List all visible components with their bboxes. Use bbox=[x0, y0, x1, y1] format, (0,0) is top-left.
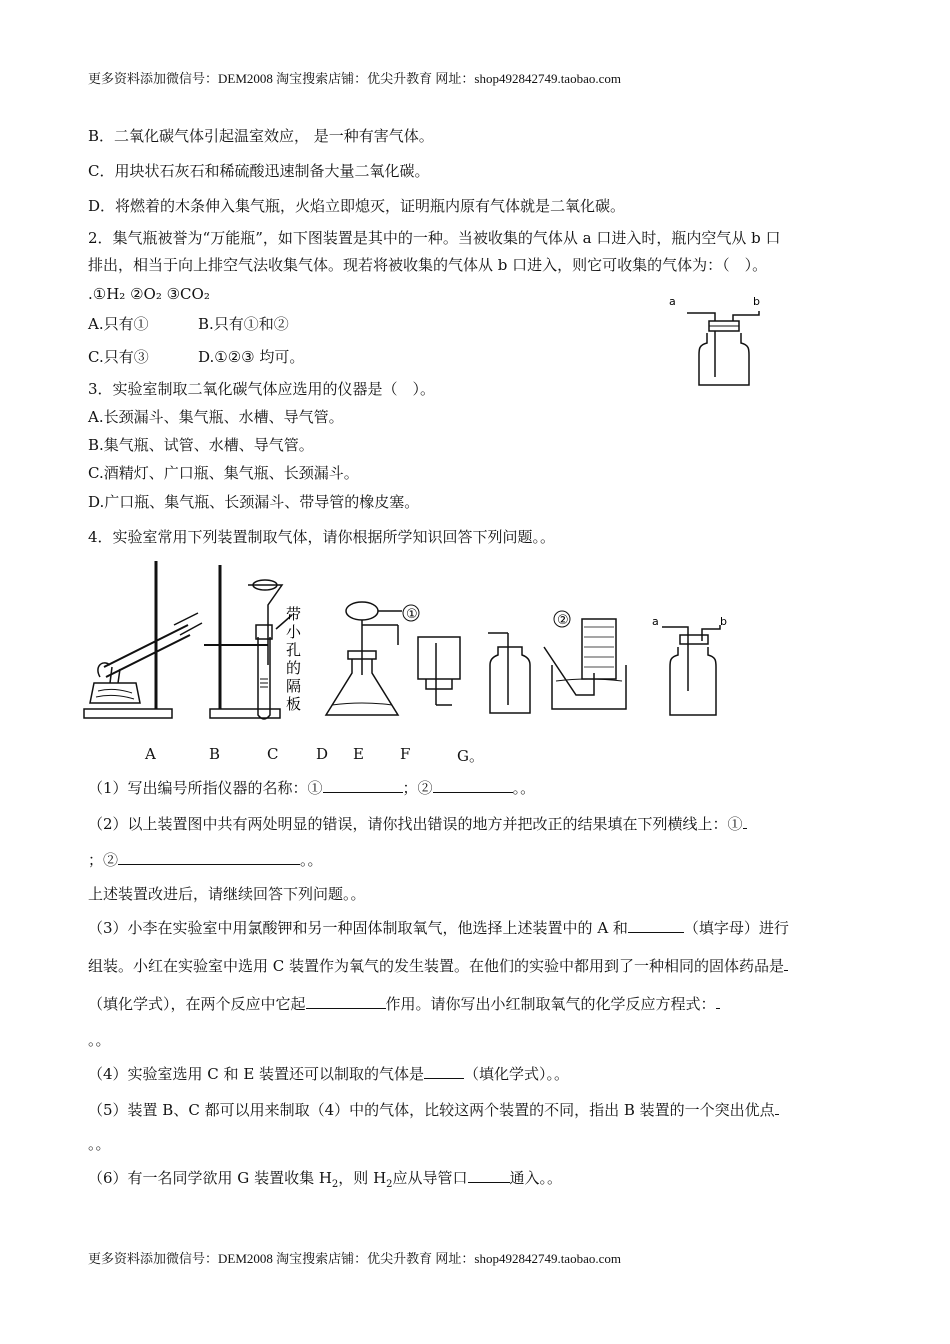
q4-part5-text: （5）装置 B、C 都可以用来制取（4）中的气体，比较这两个装置的不同，指出 B 装置的一个突出优点 bbox=[88, 1101, 775, 1119]
q4-part2b bbox=[88, 850, 323, 870]
q4-part3a bbox=[88, 918, 789, 938]
apparatus-b bbox=[204, 565, 292, 719]
q2-option-c: C.只有③ bbox=[88, 348, 149, 366]
q3-option-d: D.广口瓶、集气瓶、长颈漏斗、带导管的橡皮塞。 bbox=[88, 493, 420, 511]
q4-part6-c: 应从导管口 bbox=[392, 1169, 468, 1187]
q4-part6-b: ，则 H bbox=[338, 1169, 387, 1187]
q2-gas-bottle-figure bbox=[665, 295, 775, 390]
q4-part2 bbox=[88, 814, 747, 834]
q4-intro: 上述装置改进后，请继续回答下列问题。。 bbox=[88, 885, 366, 903]
q3-option-c: C.酒精灯、广口瓶、集气瓶、长颈漏斗。 bbox=[88, 464, 359, 482]
q4-fig-label-b: b bbox=[720, 615, 727, 628]
q4-part1 bbox=[88, 778, 535, 798]
q4-fig-side-label-3: 的 bbox=[286, 659, 302, 677]
q4-part5b: 。。 bbox=[88, 1135, 111, 1153]
apparatus-g bbox=[662, 625, 720, 715]
q4-part6 bbox=[88, 1168, 562, 1195]
q4-fig-circle-1: ① bbox=[406, 607, 418, 622]
q4-part3a-text: （3）小李在实验室中用氯酸钾和另一种固体制取氧气，他选择上述装置中的 A 和 bbox=[88, 919, 628, 937]
answer-blank-11[interactable] bbox=[468, 1168, 510, 1183]
apparatus-d bbox=[418, 637, 460, 705]
q4-part3c-text: （填化学式），在两个反应中它起 bbox=[88, 995, 306, 1013]
answer-blank-5[interactable] bbox=[628, 918, 684, 933]
q4-fig-label-a: a bbox=[652, 615, 659, 628]
fig-label-c: C bbox=[267, 745, 279, 763]
q4-part6-a: （6）有一名同学欲用 G 装置收集 H bbox=[88, 1169, 332, 1187]
q4-part5 bbox=[88, 1100, 779, 1120]
answer-blank-8[interactable] bbox=[716, 994, 720, 1009]
q1-option-d: D．将燃着的木条伸入集气瓶，火焰立即熄灭，证明瓶内原有气体就是二氧化碳。 bbox=[88, 197, 626, 215]
q4-fig-side-label-0: 带 bbox=[286, 605, 302, 623]
q2-stem-line1: 2．集气瓶被誉为“万能瓶”，如下图装置是其中的一种。当被收集的气体从 a 口进入时，瓶内空气从 b 口 bbox=[88, 229, 781, 247]
q2-stem-line2: 排出，相当于向上排空气法收集气体。现若将被收集的气体从 b 口进入，则它可收集的气体为：（ ）。 bbox=[88, 256, 768, 274]
q4-part1-mid: ；② bbox=[402, 779, 433, 797]
q2-option-a: A.只有① bbox=[88, 315, 149, 333]
answer-blank-3[interactable] bbox=[743, 814, 747, 829]
answer-blank-10[interactable] bbox=[775, 1100, 779, 1115]
q4-part4-end: （填化学式）。。 bbox=[464, 1065, 570, 1083]
q2-gases: .①H₂ ②O₂ ③CO₂ bbox=[88, 285, 210, 303]
q1-option-c: C．用块状石灰石和稀硫酸迅速制备大量二氧化碳。 bbox=[88, 162, 430, 180]
q4-apparatus-figure bbox=[80, 555, 740, 730]
q1-option-b: B．二氧化碳气体引起温室效应， 是一种有害气体。 bbox=[88, 127, 434, 145]
fig-label-d: D bbox=[316, 745, 329, 763]
q4-part3c bbox=[88, 994, 720, 1014]
fig-label-f: F bbox=[400, 745, 411, 763]
answer-blank-2[interactable] bbox=[433, 778, 513, 793]
q4-part1-end: 。。 bbox=[512, 779, 536, 797]
q4-part6-sub1: 2 bbox=[331, 1179, 339, 1190]
q4-part3b bbox=[88, 956, 788, 976]
apparatus-c bbox=[326, 602, 402, 715]
q3-stem: 3．实验室制取二氧化碳气体应选用的仪器是（ ）。 bbox=[88, 380, 436, 398]
apparatus-e bbox=[488, 633, 530, 713]
q4-part2b-end: 。。 bbox=[300, 851, 323, 869]
q4-part3c-end: 作用。请你写出小红制取氧气的化学反应方程式： bbox=[385, 995, 716, 1013]
fig-label-g: G。 bbox=[457, 747, 484, 765]
q4-part2b-text: ；② bbox=[88, 851, 119, 869]
answer-blank-4[interactable] bbox=[118, 850, 300, 865]
q2-fig-label-a: a bbox=[669, 295, 676, 308]
page-header: 更多资料添加微信号：DEM2008 淘宝搜索店铺：优尖升教育 网址：shop492842749.taobao.com bbox=[88, 71, 621, 86]
apparatus-f bbox=[544, 619, 626, 709]
q2-fig-label-b: b bbox=[753, 295, 760, 308]
fig-label-b: B bbox=[209, 745, 221, 763]
q2-option-d: D.①②③ 均可。 bbox=[198, 348, 305, 366]
answer-blank-6[interactable] bbox=[784, 956, 788, 971]
q4-stem: 4．实验室常用下列装置制取气体，请你根据所学知识回答下列问题。。 bbox=[88, 528, 556, 546]
fig-label-a: A bbox=[145, 745, 156, 763]
answer-blank-7[interactable] bbox=[306, 994, 386, 1009]
fig-label-e: E bbox=[353, 745, 364, 763]
q4-fig-side-label-2: 孔 bbox=[286, 641, 302, 659]
q4-part4-text: （4）实验室选用 C 和 E 装置还可以制取的气体是 bbox=[88, 1065, 425, 1083]
q4-part6-sub2: 2 bbox=[386, 1179, 393, 1190]
apparatus-a bbox=[84, 561, 202, 718]
q3-option-a: A.长颈漏斗、集气瓶、水槽、导气管。 bbox=[88, 408, 344, 426]
q4-fig-side-label-4: 隔 bbox=[286, 677, 302, 695]
answer-blank-9[interactable] bbox=[424, 1064, 464, 1079]
q4-part2-text: （2）以上装置图中共有两处明显的错误，请你找出错误的地方并把改正的结果填在下列横线上：① bbox=[88, 815, 743, 833]
q4-part3d: 。。 bbox=[88, 1031, 111, 1049]
q4-part6-end: 通入。。 bbox=[509, 1169, 563, 1187]
q4-fig-circle-2: ② bbox=[557, 613, 569, 628]
q4-part1-text: （1）写出编号所指仪器的名称：① bbox=[88, 779, 323, 797]
q3-option-b: B.集气瓶、试管、水槽、导气管。 bbox=[88, 436, 314, 454]
page-footer: 更多资料添加微信号：DEM2008 淘宝搜索店铺：优尖升教育 网址：shop492842749.taobao.com bbox=[88, 1251, 621, 1266]
q4-part3a-end: （填字母）进行 bbox=[683, 919, 789, 937]
q2-option-b: B.只有①和② bbox=[198, 315, 289, 333]
answer-blank-1[interactable] bbox=[323, 778, 403, 793]
q4-fig-side-label-1: 小 bbox=[286, 623, 302, 641]
q4-fig-side-label-5: 板 bbox=[286, 695, 302, 713]
q4-part3b-text: 组装。小红在实验室中选用 C 装置作为氧气的发生装置。在他们的实验中都用到了一种相同的固体药品是 bbox=[88, 957, 785, 975]
q4-part4 bbox=[88, 1064, 569, 1084]
